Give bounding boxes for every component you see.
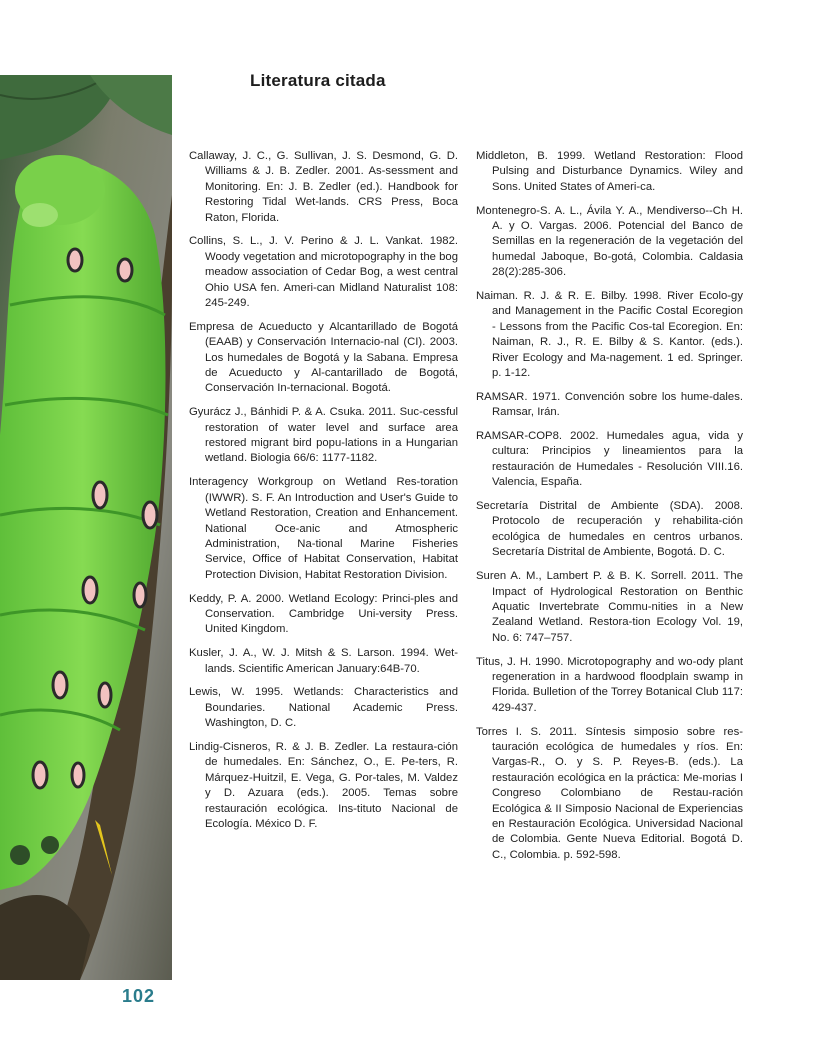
reference-entry: Collins, S. L., J. V. Perino & J. L. Vankat. 1982. Woody vegetation and microtopography in the bog meadow association of Cedar Bog, a west central Ohio USA fen. Ameri-can Midland Naturalist 108: 245-249. [189, 235, 458, 310]
reference-entry: Lewis, W. 1995. Wetlands: Characteristics and Boundaries. National Academic Press. Washington, D. C. [189, 686, 458, 730]
reference-entry: RAMSAR. 1971. Convención sobre los hume-dales. Ramsar, Irán. [476, 390, 743, 419]
reference-entry: Empresa de Acueducto y Alcantarillado de Bogotá (EAAB) y Conservación Internacio-nal (CI). 2003. Los humedales de Bogotá y la Sabana. Empresa de Acueducto y Al-cantarillado de Bogotá, Conservación In-ternacional. Bogotá. [189, 320, 458, 395]
reference-entry: Interagency Workgroup on Wetland Res-toration (IWWR). S. F. An Introduction and User's Guide to Wetland Restoration, Creation and Enhancement. National Oce-anic and Atmospheric Administration, Na-tional Marine Fisheries Service, Office of Habitat Conservation, Habitat Protection Division, Habitat Restoration Division. [189, 476, 458, 581]
reference-entry: Suren A. M., Lambert P. & B. K. Sorrell. 2011. The Impact of Hydrological Restoration on Benthic Aquatic Invertebrate Commu-nities in a New Zealand Wetland. Restora-tion Ecology Vol. 19, No. 6: 747–757. [476, 570, 743, 644]
reference-entry: Gyurácz J., Bánhidi P. & A. Csuka. 2011. Suc-cessful restoration of water level and surface area restored migrant bird popu-lations in a Hungarian wetland. Biologia 66/6: 1177-1182. [189, 406, 458, 465]
reference-entry: Naiman. R. J. & R. E. Bilby. 1998. River Ecolo-gy and Management in the Pacific Costal Ecoregion - Lessons from the Pacific Cos-tal Ecoregion. En: Naiman, R. J., R. E. Bilby & S. Kantor. (eds.). River Ecology and Ma-nagement. 1 ed. Springer. p. 1-12. [476, 290, 743, 380]
reference-entry: Secretaría Distrital de Ambiente (SDA). 2008. Protocolo de recuperación y rehabilita-ción ecológica de humedales en centros urbanos. Secretaría Distrital de Ambiente, Bogotá. D. C. [476, 500, 743, 559]
references-right-column [476, 149, 743, 872]
reference-entry: Titus, J. H. 1990. Microtopography and wo-ody plant regeneration in a hardwood floodplain swamp in Florida. Bulletion of the Torrey Botanical Club 117: 429-437. [476, 655, 743, 714]
reference-entry: Kusler, J. A., W. J. Mitsh & S. Larson. 1994. Wet-lands. Scientific American January:64B-70. [189, 647, 458, 675]
caterpillar-illustration [0, 75, 172, 980]
reference-entry: Keddy, P. A. 2000. Wetland Ecology: Princi-ples and Conservation. Cambridge Uni-versity Press. United Kingdom. [189, 592, 458, 636]
page-number: 102 [122, 986, 156, 1006]
caterpillar-photo [0, 75, 172, 980]
reference-entry: Torres I. S. 2011. Síntesis simposio sobre res-tauración ecológica de humedales y ríos. En: Vargas-R., O. y S. P. Reyes-B. (eds.). La restauración ecológica en la práctica: Me-morias I Congreso Colombiano de Restau-ración Ecológica & II Simposio Nacional de Experiencias en Restauración Ecológica. Universidad Nacional de Colombia. Gente Nueva Editorial. Bogotá D. C., Colombia. p. 592-598. [476, 725, 743, 861]
reference-entry: Middleton, B. 1999. Wetland Restoration: Flood Pulsing and Disturbance Dynamics. Wiley and Sons. United States of Ameri-ca. [476, 150, 743, 193]
reference-entry: Montenegro-S. A. L., Ávila Y. A., Mendiverso--Ch H. A. y O. Vargas. 2006. Potencial del Banco de Semillas en la regeneración de la vegetación del humedal Jaboque, Bo-gotá, Colombia. Caldasia 28(2):285-306. [476, 204, 743, 279]
references-left-column [189, 149, 458, 841]
reference-entry: Lindig-Cisneros, R. & J. B. Zedler. La restaura-ción de humedales. En: Sánchez, O., E. Pe-ters, R. Márquez-Huitzil, E. Vega, G. Por-tales, M. Valdez y D. Azuara (eds.). 2005. Temas sobre restauración ecológica. Ins-tituto Nacional de Ecología. México D. F. [189, 740, 458, 830]
reference-entry: Callaway, J. C., G. Sullivan, J. S. Desmond, G. D. Williams & J. B. Zedler. 2001. As-sessment and Monitoring. En: J. B. Zedler (ed.). Handbook for Restoring Tidal Wet-lands. CRS Press, Boca Raton, Florida. [189, 150, 458, 224]
reference-entry: RAMSAR-COP8. 2002. Humedales agua, vida y cultura: Principios y lineamientos para la restauración de Humedales - Resolución VIII.16. Valencia, España. [476, 430, 743, 489]
page-title: Literatura citada [250, 71, 386, 90]
